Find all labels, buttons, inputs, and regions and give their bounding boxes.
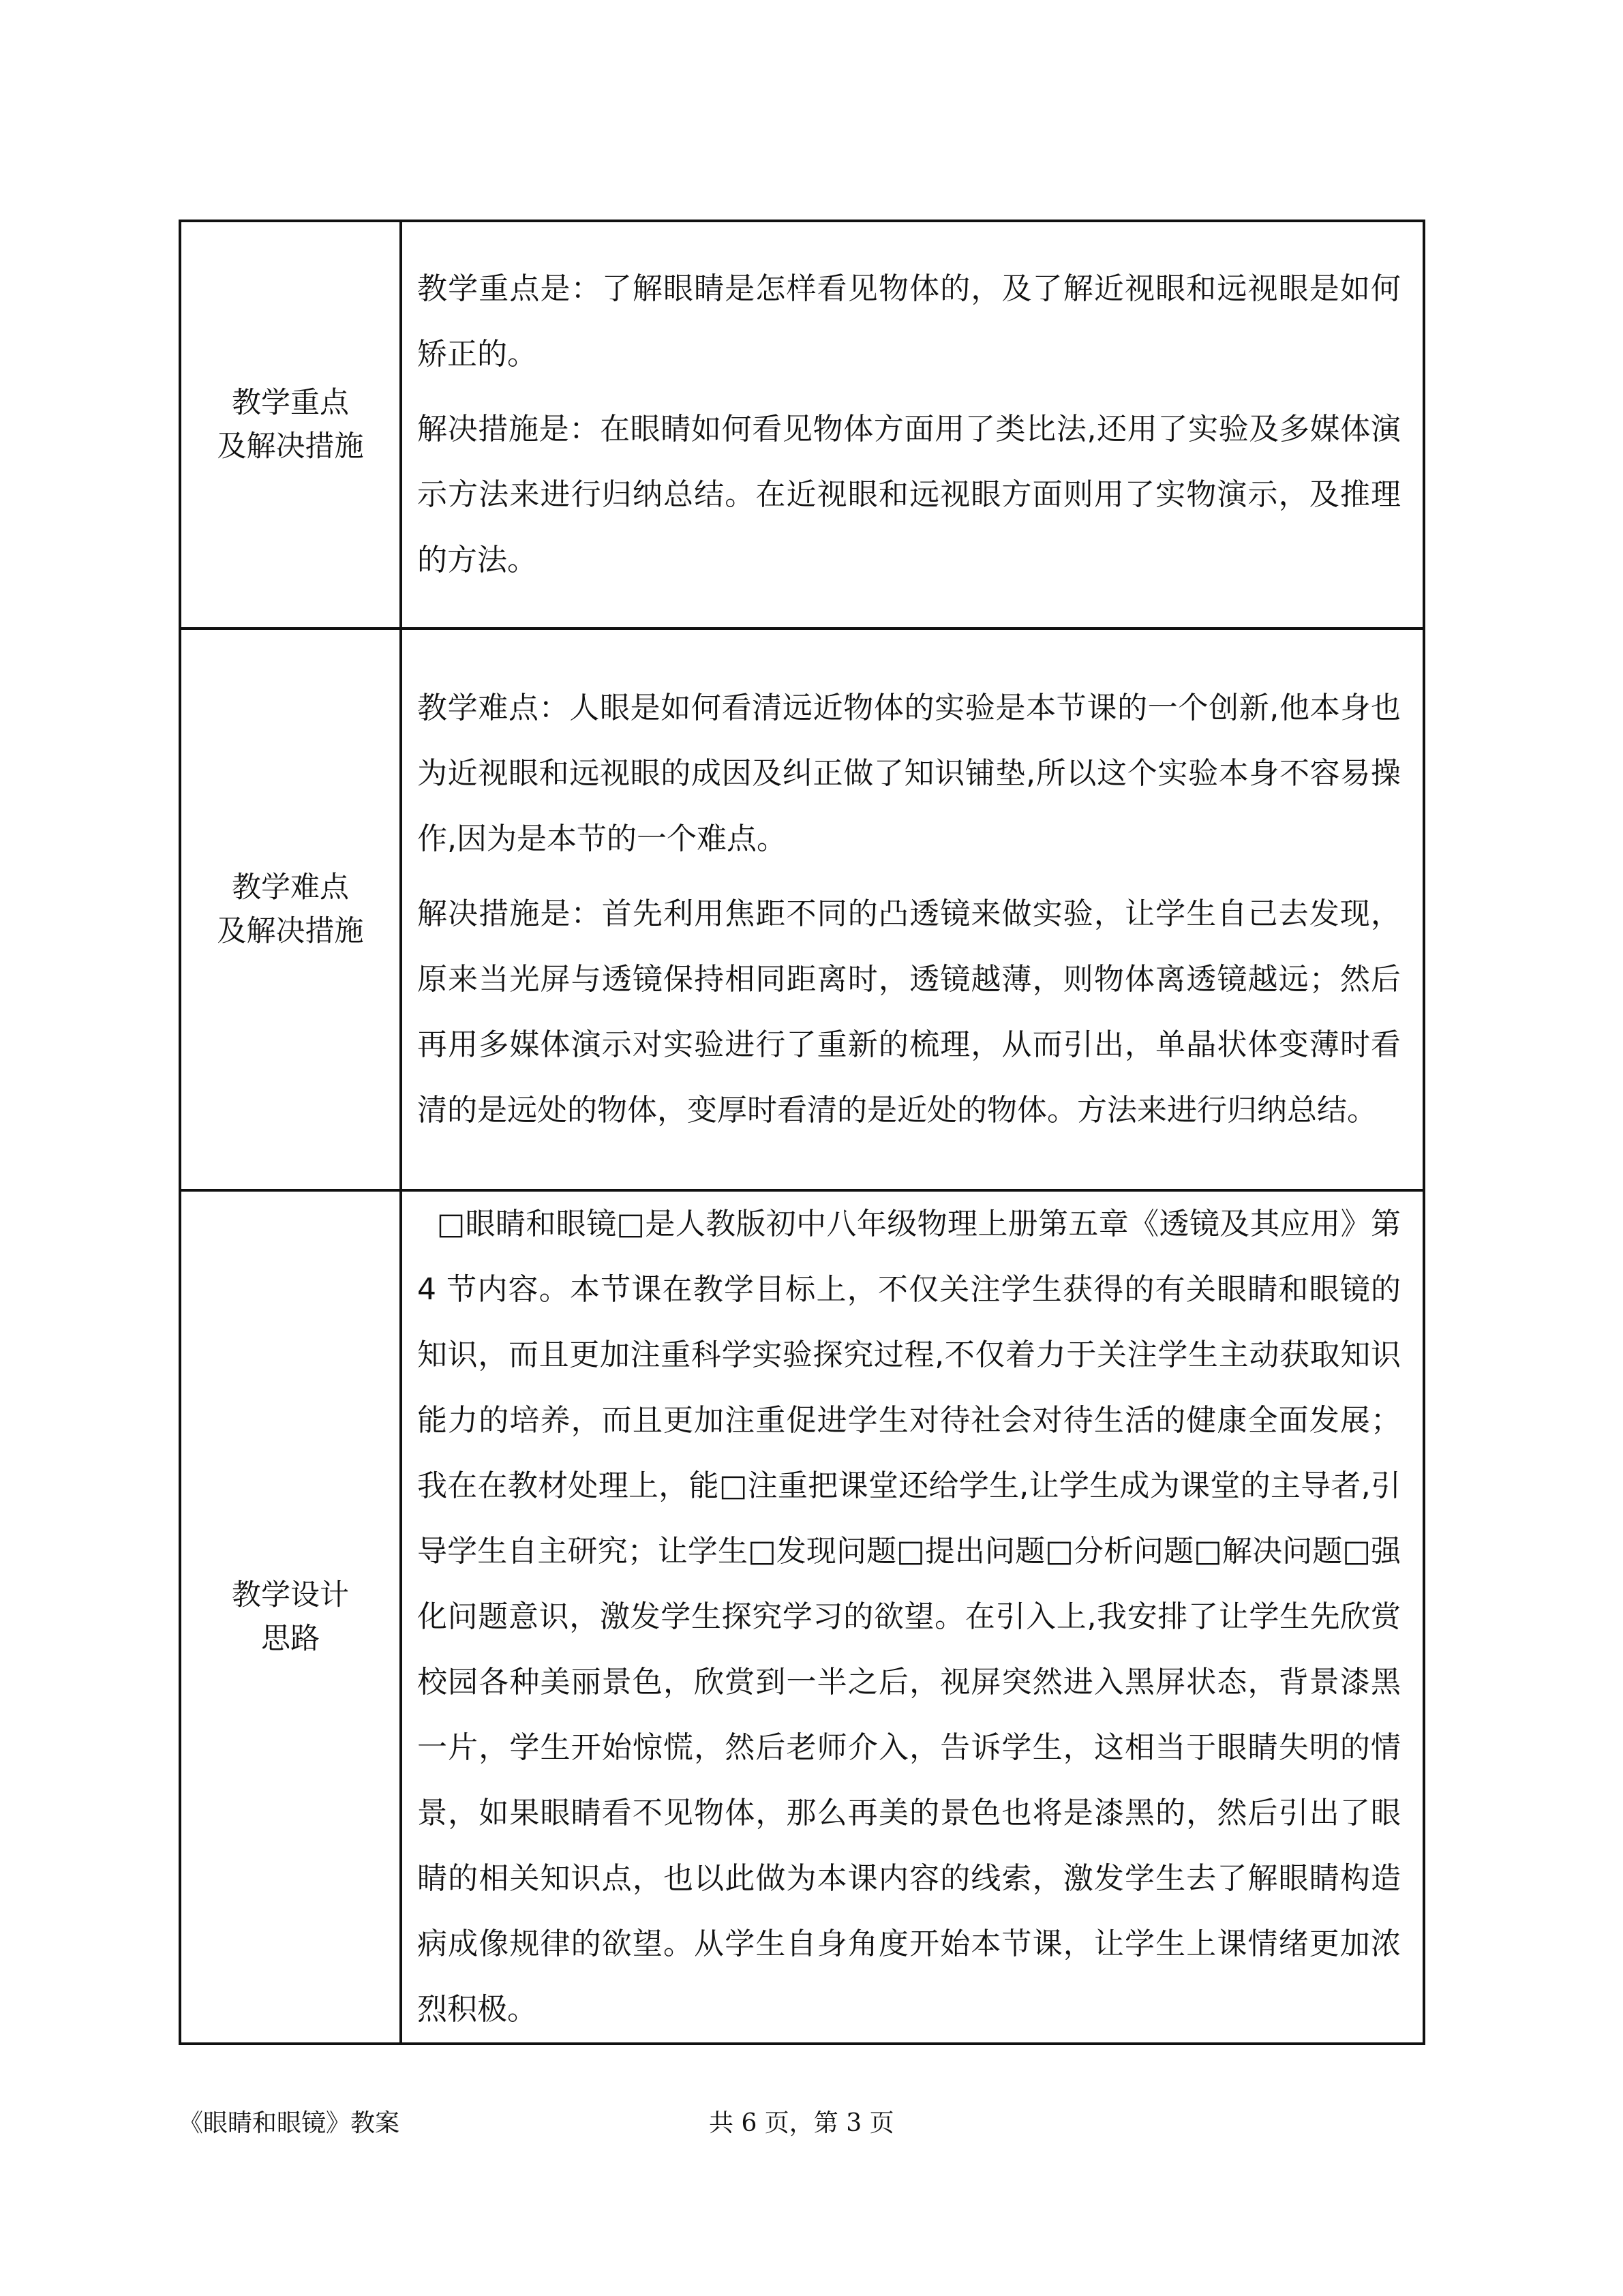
- row-content-difficulties: [401, 629, 1424, 1190]
- paragraph-key-points: 教学重点是：了解眼睛是怎样看见物体的，及了解近视眼和远视眼是如何矫正的。: [417, 271, 1401, 372]
- row-label-design-ideas: [180, 1190, 401, 2044]
- row-label-line: 教学难点: [232, 871, 349, 905]
- row-content-key-points: [401, 221, 1424, 629]
- row-label-line: 教学设计: [232, 1578, 349, 1612]
- row-label-line: 思路: [261, 1622, 320, 1656]
- table-row-design-ideas: [180, 1190, 1424, 2044]
- paragraph-difficulties-measures: 解决措施是：首先利用焦距不同的凸透镜来做实验，让学生自己去发现，原来当光屏与透镜保持相同距离时，透镜越薄，则物体离透镜越远；然后再用多媒体演示对实验进行了重新的梳理，从而引出，单晶状体变薄时看清的是远处的物体，变厚时看清的是近处的物体。方法来进行归纳总结。: [417, 896, 1401, 1128]
- row-label-line: 教学重点: [232, 386, 349, 420]
- table-row-key-points: [180, 221, 1424, 629]
- row-label-line: 及解决措施: [217, 429, 364, 464]
- lesson-plan-table: [179, 220, 1425, 2045]
- row-content-design-ideas: [401, 1190, 1424, 2044]
- footer-page-info: 共 6 页，第 3 页: [709, 2109, 894, 2137]
- paragraph-design-ideas: □眼睛和眼镜□是人教版初中八年级物理上册第五章《透镜及其应用》第 4 节内容。本节课在教学目标上，不仅关注学生获得的有关眼睛和眼镜的知识，而且更加注重科学实验探究过程,不仅着力于关注学生主动获取知识能力的培养，而且更加注重促进学生对待社会对待生活的健康全面发展；我在在教材处理上，能□注重把课堂还给学生,让学生成为课堂的主导者,引导学生自主研究；让学生□发现问题□提出问题□分析问题□解决问题□强化问题意识，激发学生探究学习的欲望。在引入上,我安排了让学生先欣赏校园各种美丽景色，欣赏到一半之后，视屏突然进入黑屏状态，背景漆黑一片，学生开始惊慌，然后老师介入，告诉学生，这相当于眼睛失明的情景，如果眼睛看不见物体，那么再美的景色也将是漆黑的，然后引出了眼睛的相关知识点，也以此做为本课内容的线索，激发学生去了解眼睛构造病成像规律的欲望。从学生自身角度开始本节课，让学生上课情绪更加浓烈积极。: [417, 1207, 1410, 2027]
- paragraph-key-points-measures: 解决措施是：在眼睛如何看见物体方面用了类比法,还用了实验及多媒体演示方法来进行归纳总结。在近视眼和远视眼方面则用了实物演示，及推理的方法。: [417, 412, 1401, 577]
- row-label-line: 及解决措施: [217, 914, 364, 948]
- footer-document-title: 《眼睛和眼镜》教案: [179, 2109, 400, 2137]
- paragraph-difficulties: 教学难点：人眼是如何看清远近物体的实验是本节课的一个创新,他本身也为近视眼和远视眼的成因及纠正做了知识铺垫,所以这个实验本身不容易操作,因为是本节的一个难点。: [417, 691, 1401, 856]
- row-label-key-points: [180, 221, 401, 629]
- table-row-difficulties: [180, 629, 1424, 1190]
- row-label-difficulties: [180, 629, 401, 1190]
